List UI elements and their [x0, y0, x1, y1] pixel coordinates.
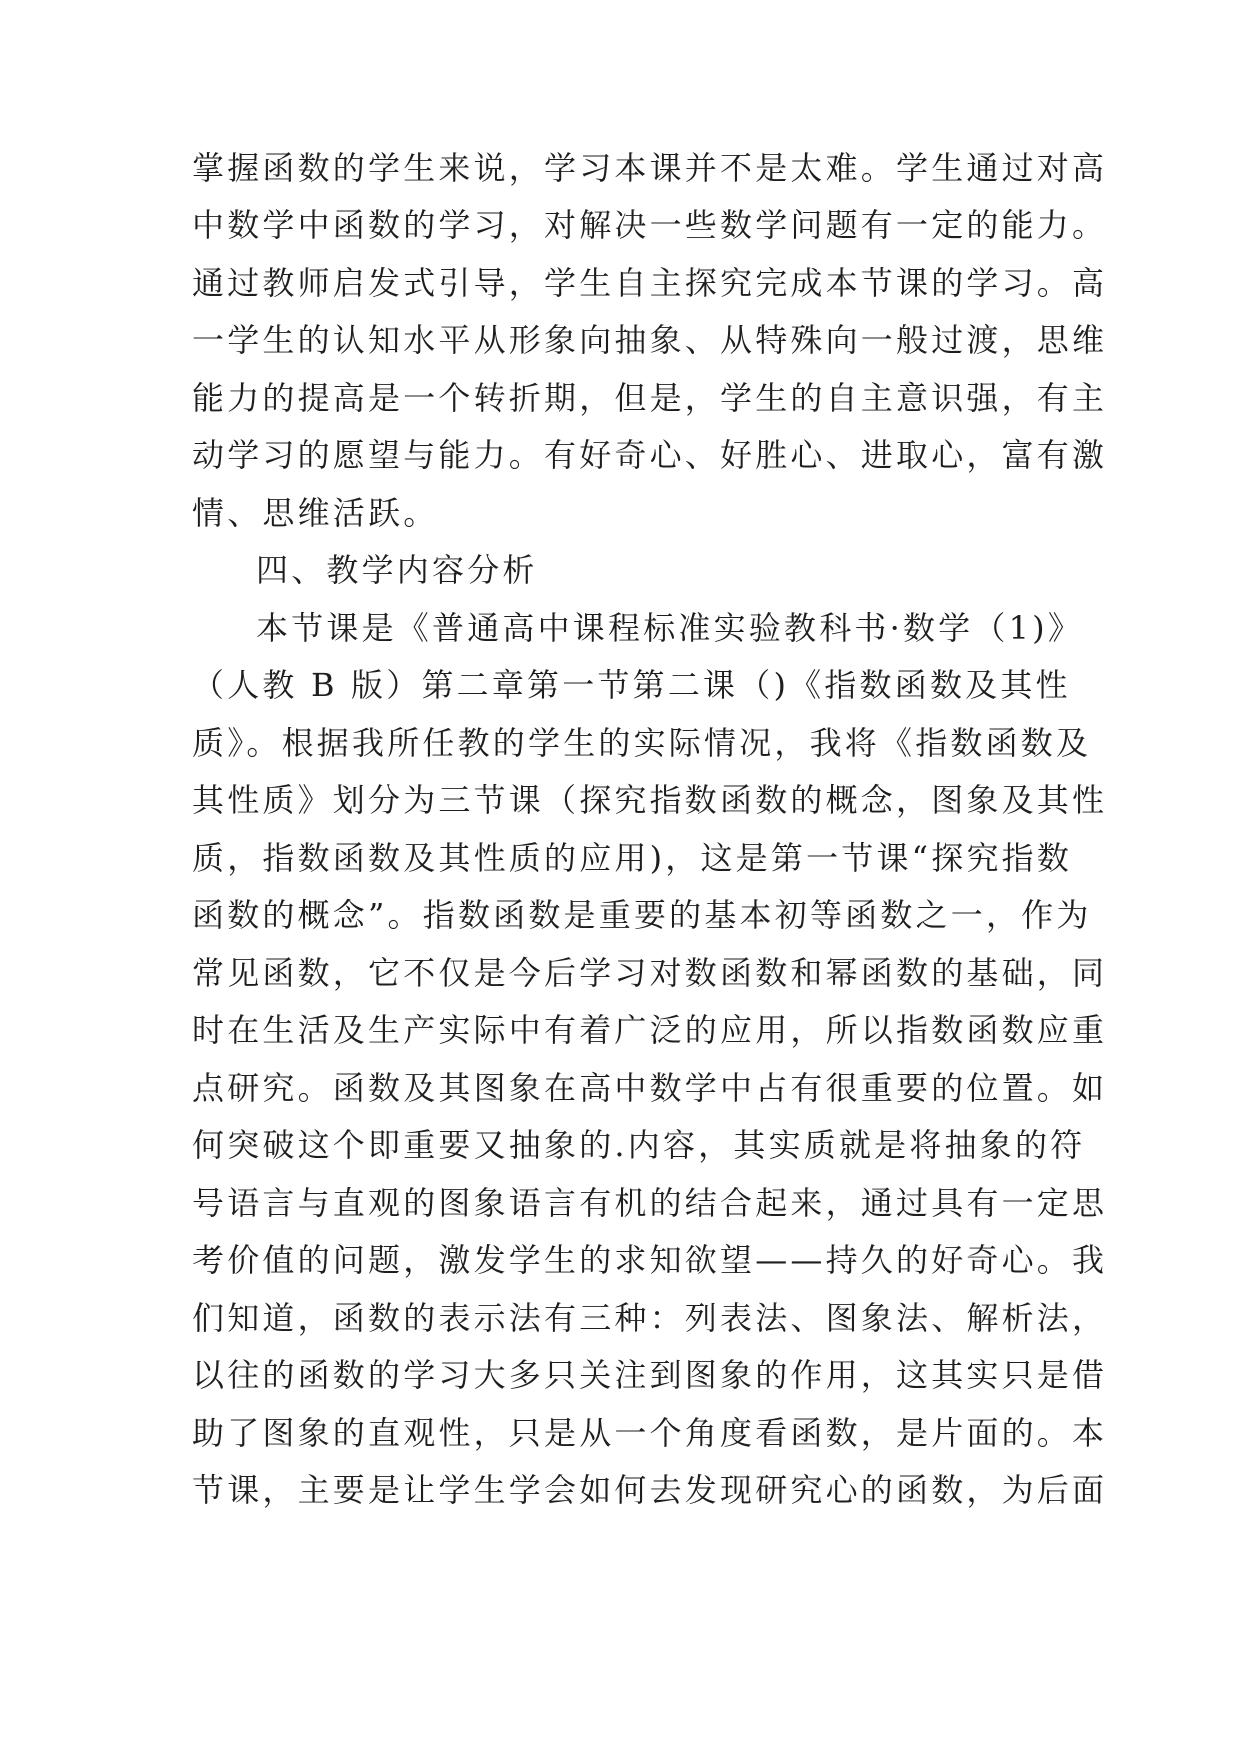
paragraph-line: 掌握函数的学生来说，学习本课并不是太难。学生通过对高 — [192, 149, 1108, 187]
paragraph-line: 情、思维活跃。 — [192, 494, 439, 532]
paragraph-line: 质》。根据我所任教的学生的实际情况，我将《指数函数及 — [192, 724, 1092, 762]
paragraph-line: 们知道，函数的表示法有三种：列表法、图象法、解析法， — [192, 1299, 1108, 1337]
paragraph-line: 常见函数，它不仅是今后学习对数函数和幂函数的基础，同 — [192, 954, 1108, 992]
paragraph-line: 中数学中函数的学习，对解决一些数学问题有一定的能力。 — [192, 206, 1108, 244]
paragraph-line: 动学习的愿望与能力。有好奇心、好胜心、进取心，富有激 — [192, 436, 1108, 474]
paragraph-line: 本节课是《普通高中课程标准实验教科书·数学（1)》 — [256, 609, 1084, 647]
paragraph-line: 能力的提高是一个转折期，但是，学生的自主意识强，有主 — [192, 379, 1108, 417]
paragraph-line: 节课，主要是让学生学会如何去发现研究心的函数，为后面 — [192, 1471, 1108, 1509]
paragraph-line: 通过教师启发式引导，学生自主探究完成本节课的学习。高 — [192, 264, 1108, 302]
paragraph-line: 函数的概念”。指数函数是重要的基本初等函数之一，作为 — [192, 896, 1092, 934]
section-heading: 四、教学内容分析 — [256, 551, 538, 589]
paragraph-line: 以往的函数的学习大多只关注到图象的作用，这其实只是借 — [192, 1356, 1108, 1394]
paragraph-line: 何突破这个即重要又抽象的.内容，其实质就是将抽象的符 — [192, 1126, 1086, 1164]
paragraph-line: 时在生活及生产实际中有着广泛的应用，所以指数函数应重 — [192, 1011, 1108, 1049]
paragraph-line: 助了图象的直观性，只是从一个角度看函数，是片面的。本 — [192, 1414, 1108, 1452]
paragraph-line: 点研究。函数及其图象在高中数学中占有很重要的位置。如 — [192, 1069, 1108, 1107]
paragraph-line: 号语言与直观的图象语言有机的结合起来，通过具有一定思 — [192, 1184, 1108, 1222]
paragraph-line: 其性质》划分为三节课（探究指数函数的概念，图象及其性 — [192, 781, 1108, 819]
paragraph-line: 考价值的问题，激发学生的求知欲望——持久的好奇心。我 — [192, 1241, 1108, 1279]
paragraph-line: （人教 B 版）第二章第一节第二课（)《指数函数及其性 — [192, 666, 1071, 704]
paragraph-line: 一学生的认知水平从形象向抽象、从特殊向一般过渡，思维 — [192, 321, 1108, 359]
paragraph-line: 质，指数函数及其性质的应用)，这是第一节课“探究指数 — [192, 839, 1073, 877]
